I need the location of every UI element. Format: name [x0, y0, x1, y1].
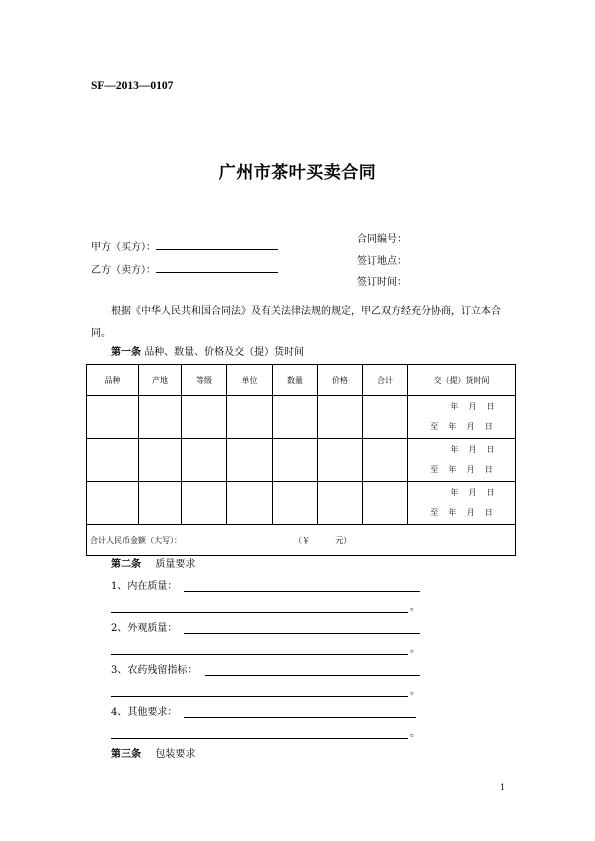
date-to: 至 年 月 日: [430, 465, 493, 474]
cell-origin[interactable]: [139, 482, 182, 525]
quality-item-label: 4、其他要求：: [111, 707, 178, 718]
quality-pesticide-line-2[interactable]: [111, 696, 408, 697]
header-origin: 产地: [139, 365, 182, 396]
quality-item-intrinsic: [111, 580, 177, 594]
article3-heading: [111, 748, 195, 762]
quality-intrinsic-line-1[interactable]: [184, 591, 420, 592]
sign-time-label: 签订时间：: [357, 277, 407, 288]
date-from: 年 月 日: [450, 488, 495, 497]
cell-origin[interactable]: [139, 396, 182, 439]
cell-grade[interactable]: [182, 396, 227, 439]
cell-total[interactable]: [363, 482, 408, 525]
quality-item-other: [111, 706, 177, 720]
date-to: 至 年 月 日: [430, 422, 493, 431]
table-row: [87, 482, 516, 525]
cell-quantity[interactable]: [273, 482, 318, 525]
article1-text: 品种、数量、价格及交（提）货时间: [144, 347, 305, 358]
cell-total[interactable]: [363, 439, 408, 482]
cell-quantity[interactable]: [273, 396, 318, 439]
cell-variety[interactable]: [87, 482, 139, 525]
seller-field[interactable]: [156, 262, 278, 273]
article2-text: 质量要求: [155, 559, 196, 570]
contract-no-label: 合同编号：: [357, 234, 407, 245]
header-price: 价格: [318, 365, 363, 396]
cell-price[interactable]: [318, 439, 363, 482]
cell-delivery-time[interactable]: [408, 396, 516, 439]
quality-appearance-line-2[interactable]: [111, 654, 408, 655]
quality-appearance-line-1[interactable]: [184, 633, 420, 634]
buyer-row: [91, 239, 278, 255]
date-from: 年 月 日: [450, 445, 495, 454]
cell-variety[interactable]: [87, 439, 139, 482]
cell-variety[interactable]: [87, 396, 139, 439]
quality-item-appearance: [111, 622, 177, 636]
sign-place-label: 签订地点：: [357, 256, 407, 267]
article2-heading: [111, 558, 195, 572]
quality-other-line-1[interactable]: [184, 717, 416, 718]
header-delivery-time: 交（提）货时间: [408, 365, 516, 396]
header-unit: 单位: [227, 365, 273, 396]
cell-quantity[interactable]: [273, 439, 318, 482]
seller-row: [91, 262, 278, 278]
quality-item-label: 2、外观质量：: [111, 623, 178, 634]
cell-delivery-time[interactable]: [408, 439, 516, 482]
table-row: [87, 439, 516, 482]
header-variety: 品种: [87, 365, 139, 396]
buyer-label: 甲方（买方）：: [91, 242, 156, 253]
cell-unit[interactable]: [227, 396, 273, 439]
table-total-row: [87, 525, 516, 556]
quality-item-label: 3、农药残留指标：: [111, 665, 198, 676]
quality-pesticide-line-1[interactable]: [205, 675, 420, 676]
header-total: 合计: [363, 365, 408, 396]
page-number: 1: [500, 783, 506, 792]
contract-title: 广州市茶叶买卖合同: [218, 163, 377, 183]
article1-number: 第一条: [111, 347, 141, 358]
cell-origin[interactable]: [139, 439, 182, 482]
end-mark: 。: [410, 644, 420, 655]
cell-price[interactable]: [318, 482, 363, 525]
article3-text: 包装要求: [155, 749, 196, 760]
table-header-row: [87, 365, 516, 396]
buyer-field[interactable]: [156, 239, 278, 250]
header-grade: 等级: [182, 365, 227, 396]
cell-delivery-time[interactable]: [408, 482, 516, 525]
header-quantity: 数量: [273, 365, 318, 396]
cell-unit[interactable]: [227, 482, 273, 525]
quality-item-pesticide: [111, 664, 197, 678]
date-to: 至 年 月 日: [430, 508, 493, 517]
cell-total[interactable]: [363, 396, 408, 439]
intro-paragraph: 根据《中华人民共和国合同法》及有关法律法规的规定，甲乙双方经充分协商，订立本合同。: [91, 306, 501, 339]
end-mark: 。: [410, 728, 420, 739]
cell-price[interactable]: [318, 396, 363, 439]
date-from: 年 月 日: [450, 402, 495, 411]
quality-intrinsic-line-2[interactable]: [111, 612, 408, 613]
seller-label: 乙方（卖方）：: [91, 265, 156, 276]
end-mark: 。: [410, 602, 420, 613]
cell-unit[interactable]: [227, 439, 273, 482]
cell-grade[interactable]: [182, 482, 227, 525]
document-code: SF—2013—0107: [91, 80, 174, 92]
table-row: [87, 396, 516, 439]
end-mark: 。: [410, 686, 420, 697]
total-amount-label: 合计人民币金额（大写）：: [90, 535, 182, 545]
article3-number: 第三条: [111, 749, 141, 760]
total-amount-cell[interactable]: [87, 525, 516, 556]
quality-other-line-2[interactable]: [111, 738, 408, 739]
quality-item-label: 1、内在质量：: [111, 581, 178, 592]
goods-table: [86, 364, 516, 556]
article2-number: 第二条: [111, 559, 141, 570]
cell-grade[interactable]: [182, 439, 227, 482]
total-amount-value: （￥ 元）: [294, 535, 352, 545]
article1-heading: [111, 346, 304, 360]
